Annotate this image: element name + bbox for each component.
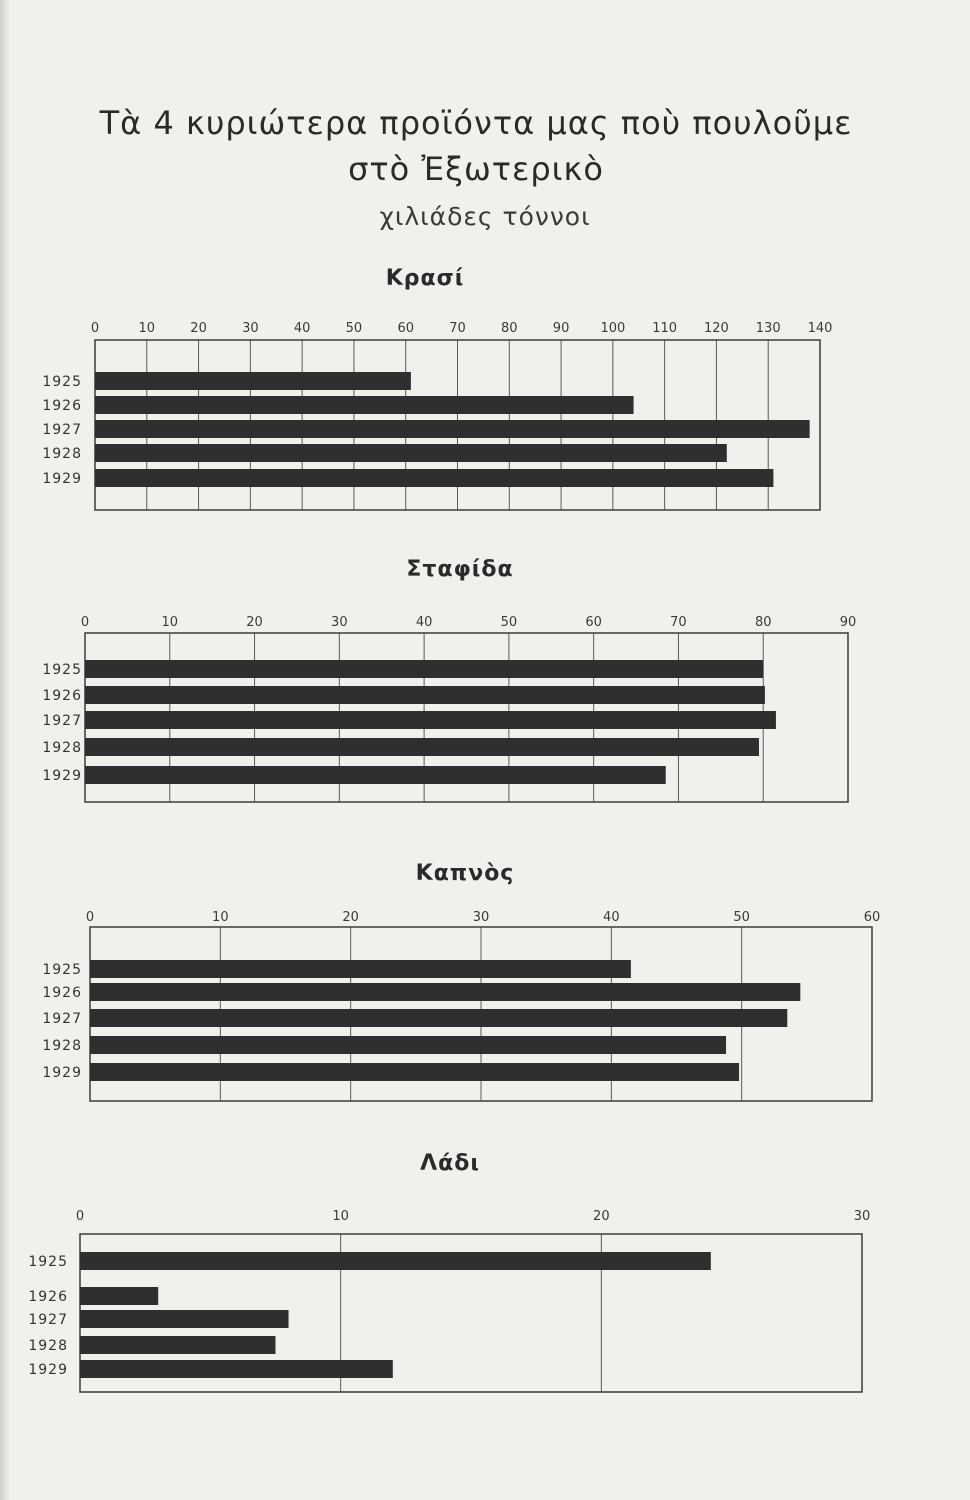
bar [80, 1287, 158, 1305]
tick-label: 50 [500, 615, 518, 630]
page-title-line-1: Τὰ 4 κυριώτερα προϊόντα μας ποὺ πουλοῦμε [99, 104, 853, 142]
tick-label: 80 [754, 615, 772, 630]
bar [85, 766, 666, 784]
tick-label: 30 [472, 910, 490, 925]
bar [85, 686, 765, 704]
year-label: 1926 [42, 398, 82, 414]
tick-label: 90 [839, 615, 857, 630]
tick-label: 40 [603, 910, 620, 925]
bar [80, 1252, 711, 1270]
tick-label: 80 [501, 321, 518, 336]
year-label: 1925 [28, 1254, 68, 1270]
chart-title: Κρασί [385, 266, 465, 291]
year-label: 1927 [42, 1011, 82, 1027]
bar [95, 420, 810, 438]
year-label: 1926 [42, 688, 82, 704]
tick-label: 90 [552, 321, 570, 336]
year-label: 1929 [42, 471, 82, 487]
chart-title: Καπνὸς [415, 861, 515, 886]
tick-label: 60 [397, 321, 414, 336]
tick-label: 30 [242, 321, 259, 336]
year-label: 1927 [42, 713, 82, 729]
tick-label: 140 [807, 321, 833, 336]
tick-label: 20 [593, 1209, 610, 1224]
year-label: 1928 [28, 1338, 68, 1354]
tick-label: 60 [585, 615, 602, 630]
tick-label: 70 [449, 321, 466, 336]
year-label: 1926 [28, 1289, 68, 1305]
bar [80, 1360, 393, 1378]
tick-label: 0 [80, 615, 90, 630]
tick-label: 0 [85, 910, 95, 925]
tick-label: 0 [90, 321, 100, 336]
year-label: 1925 [42, 962, 82, 978]
tick-label: 120 [704, 321, 729, 336]
bar [90, 1036, 726, 1054]
year-label: 1929 [42, 1065, 82, 1081]
bar [90, 1063, 739, 1081]
bar [90, 960, 631, 978]
year-label: 1928 [42, 1038, 82, 1054]
tick-label: 10 [138, 321, 156, 336]
bar [85, 660, 763, 678]
bar [85, 711, 776, 729]
tick-label: 10 [161, 615, 179, 630]
tick-label: 110 [652, 321, 678, 336]
tick-label: 30 [331, 615, 348, 630]
bar [80, 1310, 289, 1328]
year-label: 1927 [42, 422, 82, 438]
bar [95, 396, 634, 414]
year-label: 1927 [28, 1312, 68, 1328]
year-label: 1928 [42, 740, 82, 756]
year-label: 1929 [28, 1362, 68, 1378]
tick-label: 20 [246, 615, 263, 630]
tick-label: 30 [853, 1209, 871, 1224]
tick-label: 100 [600, 321, 626, 336]
bar [90, 983, 800, 1001]
bar [85, 738, 759, 756]
tick-label: 50 [345, 321, 363, 336]
tick-label: 20 [342, 910, 359, 925]
tick-label: 60 [863, 910, 881, 925]
chart-title: Λάδι [420, 1151, 480, 1176]
tick-label: 50 [733, 910, 750, 925]
year-label: 1928 [42, 446, 82, 462]
bar [80, 1336, 276, 1354]
page-title-line-2: στὸ Ἐξωτερικὸ [348, 150, 604, 188]
year-label: 1925 [42, 374, 82, 390]
bar [95, 372, 411, 390]
year-label: 1926 [42, 985, 82, 1001]
tick-label: 10 [212, 910, 229, 925]
year-label: 1925 [42, 662, 82, 678]
tick-label: 130 [755, 321, 781, 336]
bar [95, 444, 727, 462]
tick-label: 70 [670, 615, 687, 630]
tick-label: 20 [190, 321, 207, 336]
bar [90, 1009, 787, 1027]
unit-label: χιλιάδες τόννοι [379, 202, 591, 231]
tick-label: 0 [75, 1209, 85, 1224]
chart-title: Σταφίδα [406, 557, 514, 582]
year-label: 1929 [42, 768, 82, 784]
tick-label: 10 [332, 1209, 349, 1224]
tick-label: 40 [415, 615, 433, 630]
tick-label: 40 [293, 321, 311, 336]
bar [95, 469, 773, 487]
